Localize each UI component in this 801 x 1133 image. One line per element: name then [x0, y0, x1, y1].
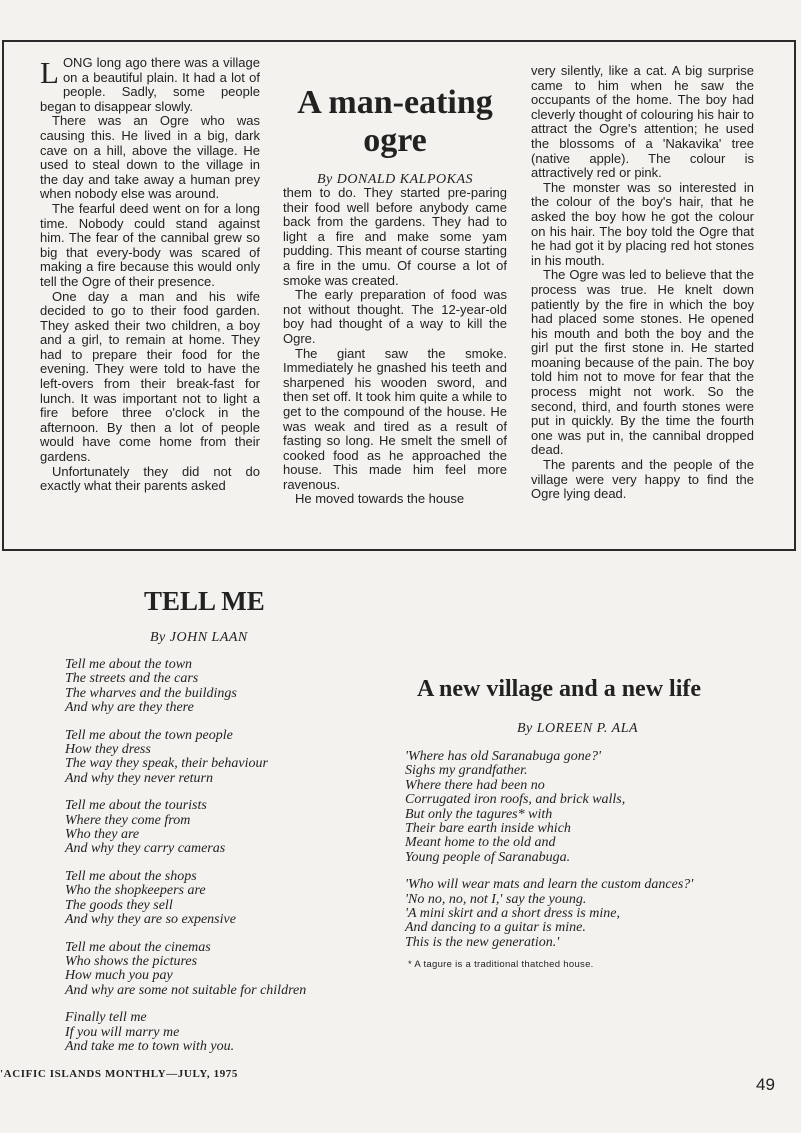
- poem-line: And why they are so expensive: [65, 912, 236, 928]
- poem-line: 'A mini skirt and a short dress is mine,: [405, 906, 620, 922]
- story-paragraph: The fearful deed went on for a long time. Nobody could stand against him. The fear of the cannibal grew so big that every-body was scared of making a fire because this would only tell the Ogre of their presence.: [40, 200, 260, 289]
- poem-line: Tell me about the tourists: [65, 798, 207, 814]
- story-paragraph: He moved towards the house: [295, 491, 465, 507]
- poem-line: Meant home to the old and: [405, 835, 556, 851]
- poem-line: Young people of Saranabuga.: [405, 849, 571, 865]
- poem-title-new-village: A new village and a new life: [417, 676, 702, 702]
- poem-line: And why are some not suitable for children: [65, 982, 307, 998]
- poem-line: Who the shopkeepers are: [65, 883, 206, 899]
- poem-line: Who shows the pictures: [65, 953, 198, 969]
- poem-line: Tell me about the cinemas: [65, 939, 211, 955]
- story-paragraph: The giant saw the smoke. Immediately he gnashed his teeth and sharpened his wooden sword, and then set off. It took him quite a while to get to the compound of the house. He was weak and tired as a result of fasting so long. He smelt the smell of cooked food as he approached the house. This made him feel more ravenous.: [283, 345, 507, 492]
- poem-stanza: [405, 878, 693, 950]
- story-paragraph: Unfortunately they did not do exactly what their parents asked: [40, 463, 260, 494]
- story-paragraph: LONG long ago there was a village on a beautiful plain. It had a lot of people. Sadly, some people began to disappear slowly.: [40, 55, 260, 114]
- poem-new-village: [405, 750, 693, 963]
- story-box: [2, 40, 796, 551]
- poem-line: 'Where has old Saranabuga gone?': [405, 749, 602, 764]
- story-byline: By DONALD KALPOKAS: [317, 172, 473, 187]
- poem-stanza: [65, 941, 306, 999]
- poem-line: Corrugated iron roofs, and brick walls,: [405, 792, 626, 808]
- story-paragraph: The parents and the people of the village were very happy to find the Ogre lying dead.: [531, 457, 754, 502]
- poem-tell-me: [65, 658, 306, 1067]
- poem-line: Tell me about the town: [65, 657, 193, 672]
- poem-line: How much you pay: [65, 968, 173, 984]
- poem-line: The way they speak, their behaviour: [65, 756, 268, 772]
- poem-line: And why are they there: [65, 700, 194, 716]
- poem-line: Where there had been no: [405, 777, 545, 793]
- poem-line: Their bare earth inside which: [405, 821, 571, 837]
- poem-line: The streets and the cars: [65, 671, 199, 687]
- poem-line: And why they never return: [65, 770, 213, 786]
- drop-cap: L: [40, 55, 59, 90]
- story-paragraph: The monster was so interested in the colour of the boy's hair, that he asked the boy how he got the colour on his hair. The boy told the Ogre that he had got it by placing red hot stones in his mouth.: [531, 179, 754, 268]
- poem-line: 'Who will wear mats and learn the custom dances?': [405, 877, 694, 893]
- poem-line: Who they are: [65, 827, 140, 843]
- poem-line: How they dress: [65, 742, 151, 758]
- story-paragraph: One day a man and his wife decided to go to their food garden. They asked their two children, a boy and a girl, to remain at home. They had to prepare their food for the evening. They were told to have the left-overs from their break-fast for lunch. It was important not to light a fire before three o'clock in the afternoon. By then a lot of people would have come home from their gardens.: [40, 288, 260, 465]
- poem-line: And dancing to a guitar is mine.: [405, 920, 586, 936]
- poem-stanza: [65, 1011, 306, 1054]
- poem-line: And why they carry cameras: [65, 841, 226, 857]
- poem-title-tell-me: TELL ME: [144, 586, 265, 616]
- story-paragraph: them to do. They started pre-paring their food well before anybody came back from the gardens. They had to light a fire and make some yam pudding. This meant of course starting a fire in the umu. Of course a lot of smoke was created.: [283, 185, 507, 288]
- poem-line: 'No no, no, not I,' say the young.: [405, 891, 587, 907]
- poem-stanza: [405, 750, 693, 865]
- poem-byline-tell-me: By JOHN LAAN: [150, 630, 248, 645]
- footnote: * A tagure is a traditional thatched house.: [408, 959, 594, 970]
- poem-line: The wharves and the buildings: [65, 685, 237, 701]
- poem-line: Tell me about the town people: [65, 727, 233, 743]
- story-paragraph: There was an Ogre who was causing this. He lived in a big, dark cave on a hill, above the village. He used to steal down to the village in the day and take away a human prey when nobody else was around.: [40, 113, 260, 202]
- poem-stanza: [65, 870, 306, 928]
- story-column-1: [40, 56, 260, 494]
- poem-line: If you will marry me: [65, 1024, 180, 1040]
- poem-line: Tell me about the shops: [65, 868, 197, 884]
- story-paragraph: The early preparation of food was not without thought. The 12-year-old boy had thought of a way to kill the Ogre.: [283, 287, 507, 346]
- page-number: 49: [756, 1075, 775, 1094]
- story-paragraph: The Ogre was led to believe that the process was true. He knelt down patiently by the fire in which the boy had placed some stones. He opened his mouth and both the boy and the girl put the first stone in. He started moaning because of the pain. The boy told him not to move for fear that the process might not work. So the second, third, and fourth stones were put in quickly. By the time the fourth one was put in, the cannibal dropped dead.: [531, 267, 754, 458]
- poem-line: Sighs my grandfather.: [405, 763, 528, 779]
- poem-line: And take me to town with you.: [65, 1038, 235, 1054]
- poem-line: The goods they sell: [65, 897, 173, 913]
- poem-stanza: [65, 799, 306, 857]
- poem-line: This is the new generation.': [405, 934, 560, 950]
- poem-line: Finally tell me: [65, 1010, 147, 1026]
- poem-stanza: [65, 729, 306, 787]
- story-paragraph: very silently, like a cat. A big surprise came to him when he saw the occupants of the home. The boy had cleverly thought of colouring his hair to attract the Ogre's attention; he used the blossoms of a 'Nakavika' tree (native apple). The colour is attractively red or pink.: [531, 63, 754, 181]
- poem-stanza: [65, 658, 306, 716]
- publication-footer: 'ACIFIC ISLANDS MONTHLY—JULY, 1975: [0, 1068, 239, 1080]
- poem-byline-new-village: By LOREEN P. ALA: [517, 721, 639, 736]
- story-title: A man-eating ogre: [297, 84, 493, 159]
- poem-line: But only the tagures* with: [405, 806, 553, 822]
- story-column-2: [283, 186, 507, 507]
- story-column-3: [531, 64, 754, 502]
- poem-line: Where they come from: [65, 812, 191, 828]
